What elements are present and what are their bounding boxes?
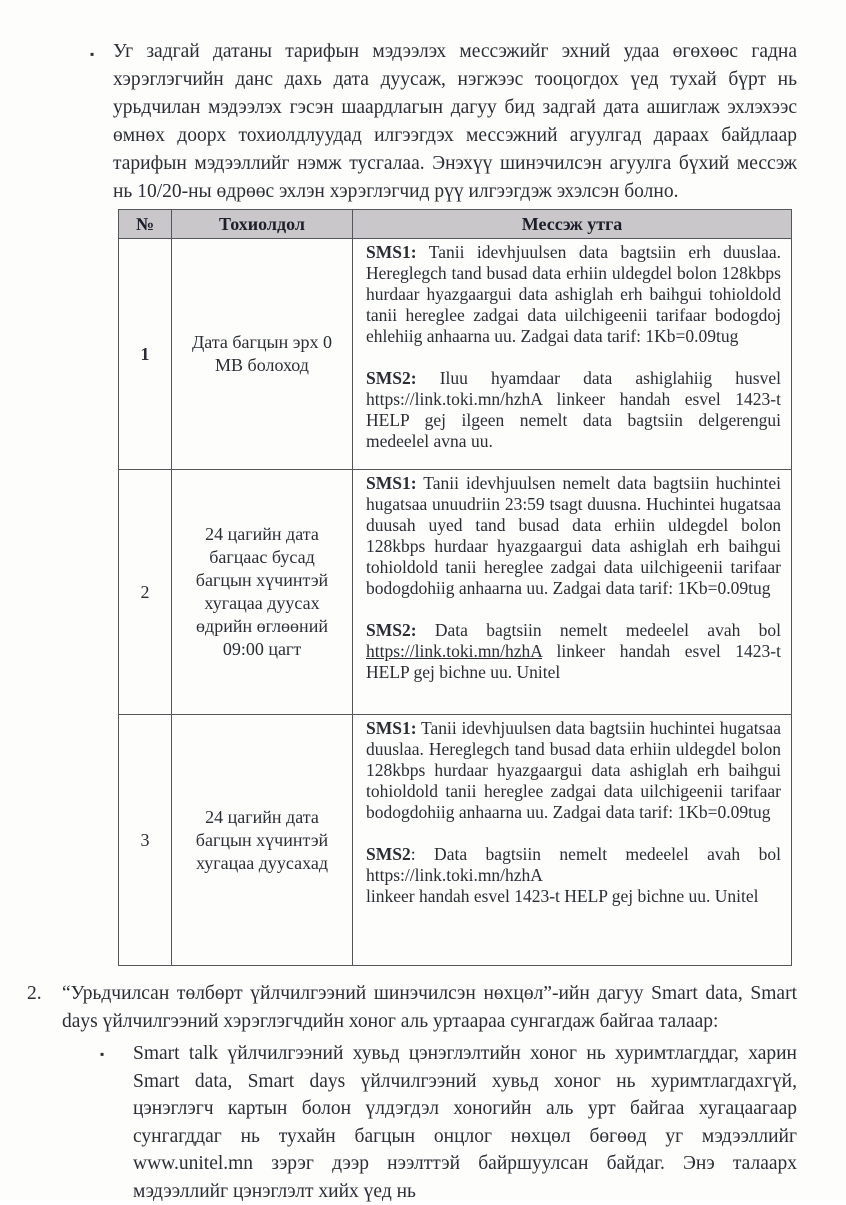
section-2 <box>27 980 797 1035</box>
bullet-square-icon: ▪ <box>90 47 95 61</box>
sms2-label: SMS2: <box>366 368 417 388</box>
table-row-2 <box>119 470 792 715</box>
sms1-label: SMS1: <box>366 473 417 493</box>
sms2-label: SMS2 <box>366 844 411 864</box>
table-row-1 <box>119 239 792 470</box>
section-2-sub-text: Smart talk үйлчилгээний хувьд цэнэглэлтийн хоног нь хуримтлагддаг, харин Smart data, Smart days үйлчилгээний хувьд хоног нь хуримтлагдахгүй, цэнэглэгч картын болон үлдэгдэл хоногийн аль урт байгаа хугацаагаар сунгагддаг нь тухайн багцын онцлог нөхцөл бөгөөд уг мэдээллийг www.unitel.mn зэрэг дээр нээлттэй байршуулсан байдаг. Энэ талаарх мэдээллийг цэнэглэлт хийх үед нь <box>133 1043 797 1202</box>
sms-message-table <box>118 209 792 966</box>
section-2-sub-bullet <box>100 1040 797 1205</box>
row-2-number: 2 <box>119 470 172 715</box>
sms2-text: linkeer handah esvel 1423-t HELP gej bichne uu. Unitel <box>366 641 781 682</box>
blank-line <box>366 347 781 368</box>
row-3-sms1 <box>366 718 781 823</box>
table-header-row <box>119 210 792 239</box>
row-3-message <box>353 715 792 966</box>
sms2-text: Iluu hyamdaar data ashiglahiig husvel <box>416 368 781 388</box>
row-1-sms1 <box>366 242 781 347</box>
column-header-number: № <box>119 210 172 239</box>
blank-line <box>366 823 781 844</box>
row-1-case: Дата багцын эрх 0 MB болоход <box>172 239 353 470</box>
toki-link-underlined: https://link.toki.mn/hzhA <box>366 641 542 661</box>
row-2-message <box>353 470 792 715</box>
row-1-number: 1 <box>119 239 172 470</box>
column-header-message: Мессэж утга <box>353 210 792 239</box>
section-2-heading: “Урьдчилсан төлбөрт үйлчилгээний шинэчилсэн нөхцөл”-ийн дагуу Smart data, Smart days үйлчилгээний хэрэглэгчдийн хоног аль уртаараа сунгагдаж байгаа талаар: <box>62 983 797 1032</box>
row-3-number: 3 <box>119 715 172 966</box>
row-2-sms2 <box>366 620 781 683</box>
row-1-sms2 <box>366 368 781 452</box>
row-3-sms2 <box>366 844 781 907</box>
intro-text: Уг задгай датаны тарифын мэдээлэх мессэжийг эхний удаа өгөхөөс гадна хэрэглэгчийн данс дахь дата дуусаж, нэгжээс тооцогдох үед тухай бүрт нь урьдчилан мэдээлэх гэсэн шаардлагын дагуу бид задгай дата ашиглаж эхлэхээс өмнөх доорх тохиолдлуудад илгээгдэх мессэжний агуулгад дараах байдлаар тарифын мэдээллийг нэмж тусгалаа. Энэхүү шинэчилсэн агуулга бүхий мессэж нь 10/20-ны өдрөөс эхлэн хэрэглэгчид рүү илгээгдэж эхэлсэн болно. <box>113 41 797 202</box>
row-1-message <box>353 239 792 470</box>
sms2-text: linkeer handah esvel 1423-t HELP gej ilgeen nemelt data bagtsiin delgerengui medeelel avna uu. <box>366 389 781 451</box>
intro-paragraph <box>90 38 797 206</box>
sms2-text: linkeer handah esvel 1423-t HELP gej bichne uu. Unitel <box>366 886 759 906</box>
sms1-label: SMS1: <box>366 718 417 738</box>
table-row-3 <box>119 715 792 966</box>
toki-link: https://link.toki.mn/hzhA <box>366 389 542 409</box>
sms1-text: Tanii idevhjuulsen data bagtsiin erh duuslaa. Hereglegch tand busad data erhiin uldegdel bolon 128kbps hurdaar hyazgaargui data ashiglah erh baihgui tohioldold tanii hereglee zadgai data uilchigeenii tarifaar bodogdoj ehlehiig anhaarna uu. Zadgai data tarif: 1Kb=0.09tug <box>366 242 781 346</box>
column-header-case: Тохиолдол <box>172 210 353 239</box>
sms1-text: Tanii idevhjuulsen nemelt data bagtsiin huchintei hugatsaa unuudriin 23:59 tsagt duusna. Huchintei hugatsaa duusah uyed tand busad data erhiin uldegdel bolon 128kbps hurdaar hyazgaargui data ashiglah erh baihgui tohioldold tanii hereglee zadgai data uilchigeenii tarifaar bodogdohiig anhaarna uu. Zadgai data tarif: 1Kb=0.09tug <box>366 473 781 598</box>
bullet-square-icon: ▪ <box>100 1047 105 1061</box>
sms2-label: SMS2: <box>366 620 417 640</box>
section-2-number: 2. <box>27 983 42 1004</box>
sms1-label: SMS1: <box>366 242 417 262</box>
row-2-case: 24 цагийн дата багцаас бусад багцын хүчинтэй хугацаа дуусах өдрийн өглөөний 09:00 цагт <box>172 470 353 715</box>
sms2-text: : Data bagtsiin nemelt medeelel avah bol <box>410 844 781 864</box>
sms2-text: Data bagtsiin nemelt medeelel avah bol <box>416 620 781 640</box>
sms1-text: Tanii idevhjuulsen data bagtsiin huchintei hugatsaa duuslaa. Hereglegch tand busad data erhiin uldegdel bolon 128kbps hurdaar hyazgaargui data ashiglah erh baihgui tohioldold tanii hereglee zadgai data uilchigeenii tarifaar bodogdohiig anhaarna uu. Zadgai data tarif: 1Kb=0.09tug <box>366 718 781 822</box>
blank-line <box>366 599 781 620</box>
row-2-sms1 <box>366 473 781 599</box>
row-3-case: 24 цагийн дата багцын хүчинтэй хугацаа дуусахад <box>172 715 353 966</box>
toki-link: https://link.toki.mn/hzhA <box>366 865 543 885</box>
